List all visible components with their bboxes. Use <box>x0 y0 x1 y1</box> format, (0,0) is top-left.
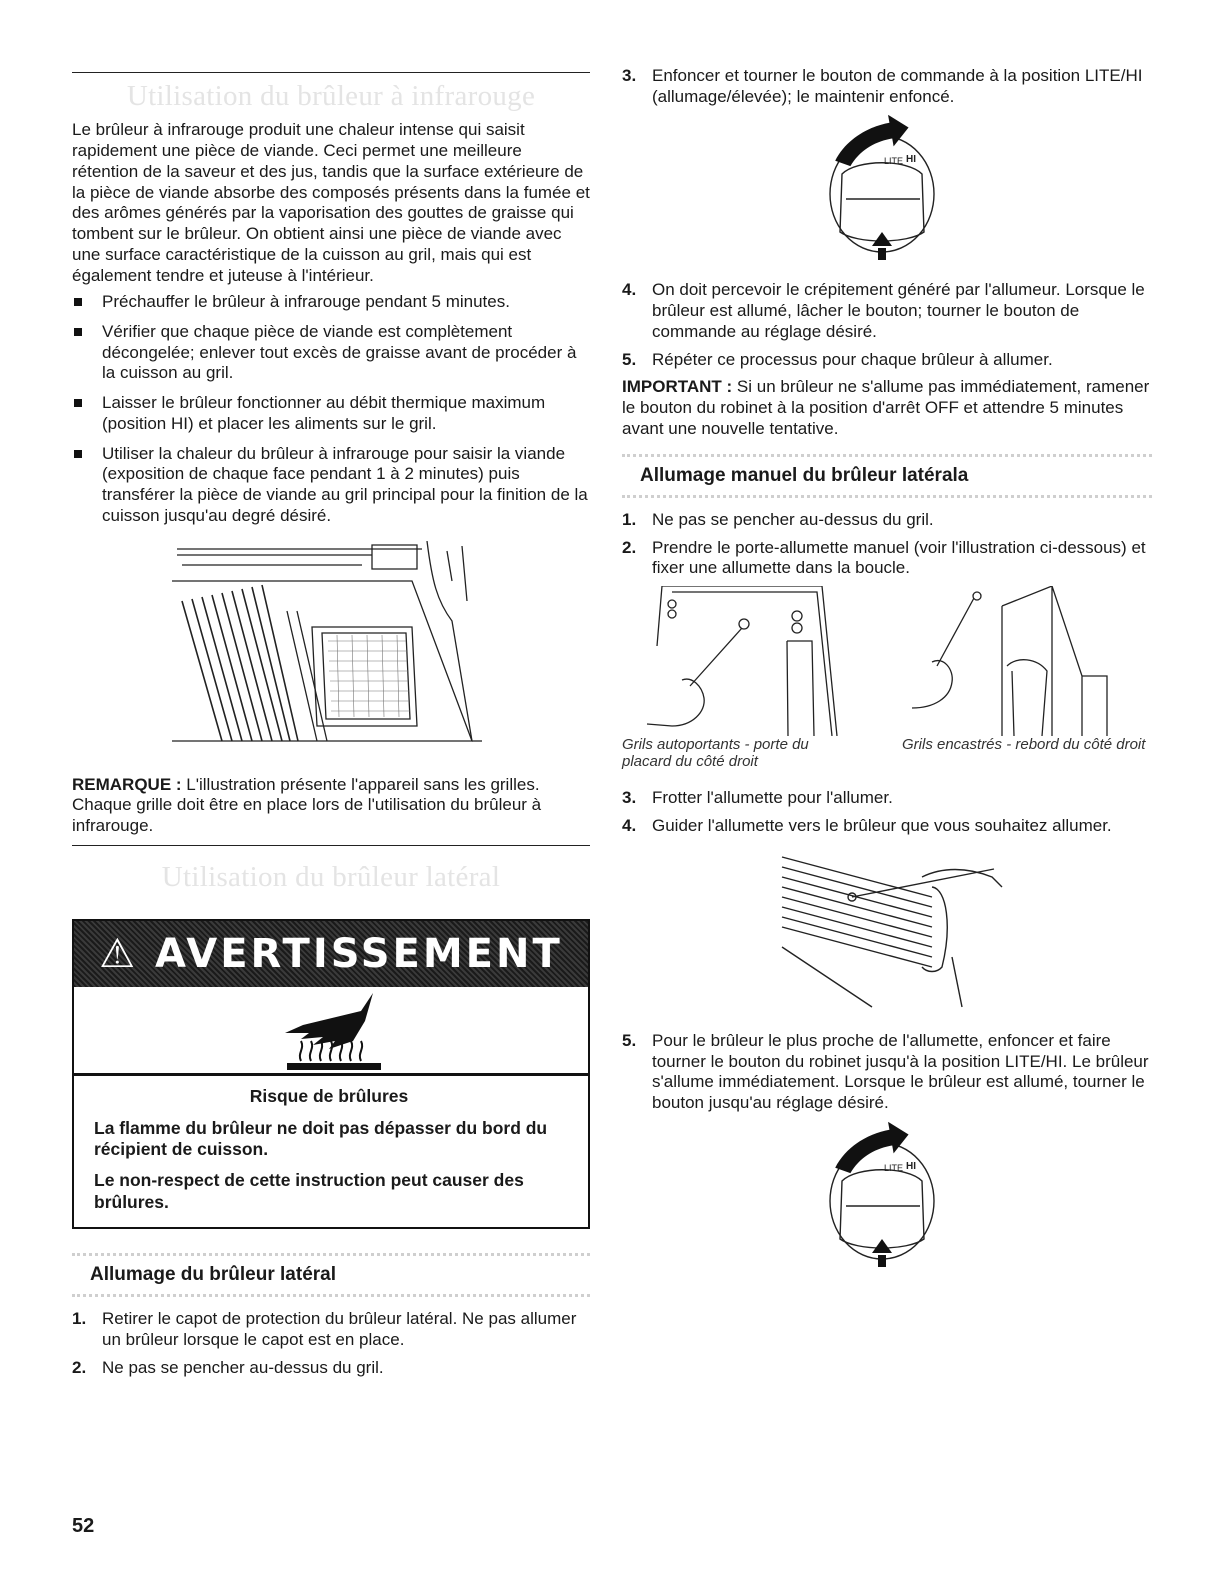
warning-header-text: AVERTISSEMENT <box>155 931 563 978</box>
burn-hazard-icon <box>273 991 393 1071</box>
step-number: 4. <box>622 816 637 836</box>
infrared-burner-illustration <box>72 541 590 761</box>
caption-freestanding: Grils autoportants - porte du placard du côté droit <box>622 735 809 771</box>
step-item <box>622 280 1152 342</box>
top-rule <box>72 72 590 73</box>
left-column <box>72 72 590 1385</box>
warning-header <box>74 921 588 987</box>
right-step3 <box>622 66 1152 107</box>
right-steps-after <box>622 280 1152 370</box>
final-step <box>622 1031 1152 1114</box>
bullet-item: Laisser le brûleur fonctionner au débit thermique maximum (position HI) et placer les aliments sur le gril. <box>72 393 590 434</box>
warning-line2: Le non-respect de cette instruction peut causer des brûlures. <box>94 1170 524 1212</box>
side-section-title: Utilisation du brûleur latéral <box>161 860 501 893</box>
knob-hi-label: HI <box>906 1160 916 1172</box>
note-text: L'illustration présente l'appareil sans les grilles. Chaque grille doit être en place lors de l'utilisation du brûleur à infrarouge. <box>72 774 542 836</box>
step-number: 5. <box>622 1030 637 1050</box>
step-text: Ne pas se pencher au-dessus du gril. <box>102 1357 384 1377</box>
manual-lighting-subheader: Allumage manuel du brûleur latérala <box>622 454 1152 498</box>
important-note <box>622 377 1152 439</box>
step-item <box>622 1031 1152 1114</box>
step-text: Pour le brûleur le plus proche de l'allumette, enfoncer et faire tourner le bouton du robinet jusqu'à la position LITE/HI. Le brûleur s'allume immédiatement. Lorsque le brûleur est allumé, tourner le bouton jusqu'au réglage désiré. <box>652 1030 1149 1113</box>
important-label: IMPORTANT : <box>622 377 733 397</box>
lighting-burner-illustration <box>622 847 1152 1017</box>
step-number: 3. <box>622 66 637 85</box>
knob-hi-label: HI <box>906 154 916 166</box>
important-text: Si un brûleur ne s'allume pas immédiatement, ramener le bouton du robinet à la position d'arrêt OFF et attendre 5 minutes avant une nouvelle tentative. <box>622 377 1150 438</box>
freestanding-figure <box>622 586 862 771</box>
step-text: Prendre le porte-allumette manuel (voir l'illustration ci-dessous) et fixer une allumette dans la boucle. <box>652 537 1146 578</box>
step-text: On doit percevoir le crépitement généré par l'allumeur. Lorsque le brûleur est allumé, lâcher le bouton; tourner le bouton de commande au réglage désiré. <box>652 280 1145 341</box>
step-number: 3. <box>622 788 637 808</box>
knob-lite-label: LITE <box>884 156 904 167</box>
bullet-item: Vérifier que chaque pièce de viande est complètement décongelée; enlever tout excès de graisse avant de procéder à la cuisson au gril. <box>72 322 590 384</box>
caption-built-in: Grils encastrés - rebord du côté droit <box>902 735 1146 753</box>
match-holder-ledge-illustration <box>902 586 1152 736</box>
step-text: Ne pas se pencher au-dessus du gril. <box>652 509 934 529</box>
burn-hazard-area <box>74 987 588 1076</box>
step-item <box>72 1358 590 1379</box>
step-text: Frotter l'allumette pour l'allumer. <box>652 788 893 808</box>
step-number: 4. <box>622 280 637 300</box>
step-item <box>622 350 1152 371</box>
step-number: 1. <box>622 509 637 529</box>
bullet-item: Utiliser la chaleur du brûleur à infrarouge pour saisir la viande (exposition de chaque face pendant 1 à 2 minutes) puis transférer la pièce de viande au gril principal pour la finition de la cuisson jusqu'au degré désiré. <box>72 444 590 527</box>
side-burner-subheader: Allumage du brûleur latéral <box>72 1253 590 1297</box>
warning-triangle-icon: ⚠ <box>99 931 139 978</box>
step-text: Retirer le capot de protection du brûleur latéral. Ne pas allumer un brûleur lorsque le capot est en place. <box>102 1309 577 1349</box>
knob-lite-label: LITE <box>884 1162 904 1173</box>
manual-steps-2 <box>622 788 1152 836</box>
step-item <box>622 816 1152 837</box>
step-item <box>622 538 1152 579</box>
step-number: 1. <box>72 1309 87 1329</box>
right-column <box>622 66 1152 1281</box>
built-in-figure <box>902 586 1152 771</box>
control-knob-illustration-2 <box>622 1121 1152 1281</box>
step-text: Guider l'allumette vers le brûleur que vous souhaitez allumer. <box>652 816 1112 836</box>
manual-steps <box>622 510 1152 579</box>
infrared-section-title: Utilisation du brûleur à infrarouge <box>126 80 536 112</box>
match-holder-door-illustration <box>622 586 862 736</box>
page-number: 52 <box>72 1515 95 1537</box>
step-text: Répéter ce processus pour chaque brûleur à allumer. <box>652 349 1053 369</box>
warning-risk: Risque de brûlures <box>249 1086 409 1107</box>
infrared-intro: Le brûleur à infrarouge produit une chaleur intense qui saisit rapidement une pièce de viande. Ceci permet une meilleure rétention de la saveur et des jus, tandis que la surface extérieure de la pièce de viande absorbe des composés présents dans la fumée et des arômes générés par la vaporisation des gouttes de graisse qui tombent sur le brûleur. On obtient ainsi une pièce de viande avec une surface caractéristique de la cuisson au gril, mais qui est également tendre et juteuse à l'intérieur. <box>72 120 590 285</box>
control-knob-illustration-1 <box>622 114 1152 274</box>
note-label: REMARQUE : <box>72 774 182 794</box>
side-burner-steps <box>72 1309 590 1378</box>
step-text: Enfoncer et tourner le bouton de commande à la position LITE/HI (allumage/élevée); le maintenir enfoncé. <box>652 66 1143 106</box>
step-item <box>622 66 1152 107</box>
step-number: 2. <box>72 1357 87 1377</box>
step-number: 5. <box>622 349 637 369</box>
infrared-note <box>72 775 590 837</box>
step-number: 2. <box>622 537 637 557</box>
infrared-bullets <box>72 292 590 526</box>
step-item <box>622 510 1152 531</box>
step-item <box>622 788 1152 809</box>
step-item <box>72 1309 590 1350</box>
section-rule <box>72 845 590 846</box>
match-holder-figures <box>622 586 1152 771</box>
warning-line1: La flamme du brûleur ne doit pas dépasser du bord du récipient de cuisson. <box>94 1117 548 1159</box>
warning-box <box>72 919 590 1229</box>
warning-text <box>74 1076 588 1227</box>
bullet-item: Préchauffer le brûleur à infrarouge pendant 5 minutes. <box>72 292 590 313</box>
